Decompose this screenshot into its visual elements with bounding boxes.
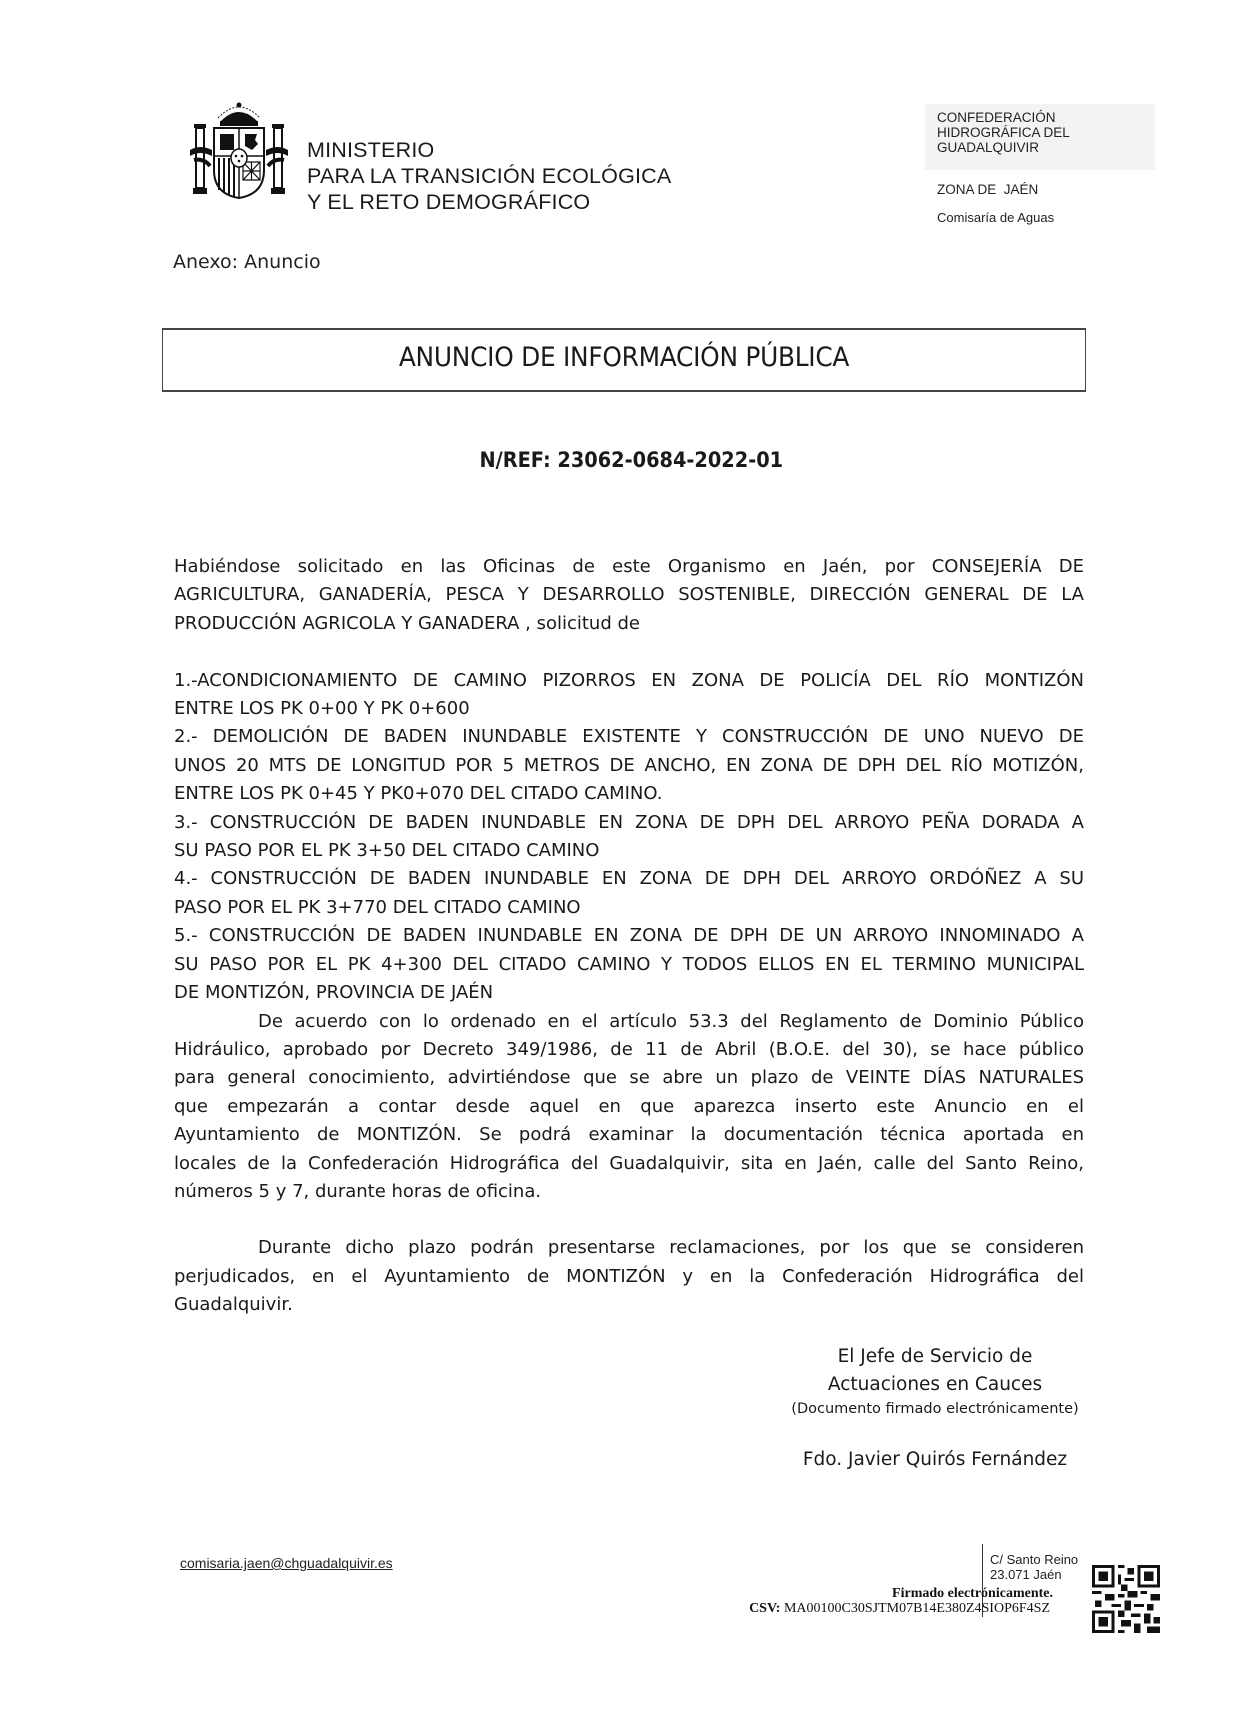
work-item-4 (174, 865, 1084, 922)
text-line: Habiéndose solicitado en las Oficinas de este Organismo en Jaén, por CONSEJERÍA DE (174, 556, 1084, 577)
text-line: De acuerdo con lo ordenado en el artículo 53.3 del Reglamento de Dominio Público (258, 1010, 1084, 1032)
confederation-line: CONFEDERACIÓN (937, 110, 1056, 125)
text-line: PASO POR EL PK 3+770 DEL CITADO CAMINO (174, 896, 581, 918)
qr-code-icon[interactable] (1092, 1565, 1160, 1633)
legal-paragraph (174, 1008, 1084, 1207)
address-city: 23.071 Jaén (990, 1567, 1062, 1582)
announcement-body (174, 553, 1084, 1320)
ministry-line: PARA LA TRANSICIÓN ECOLÓGICA (307, 164, 672, 188)
work-item-2 (174, 723, 1084, 808)
spain-coat-of-arms-icon (190, 100, 288, 200)
text-line: que empezarán a contar desde aquel en que aparezca inserto este Anuncio en el (174, 1095, 1084, 1117)
work-item-3 (174, 809, 1084, 866)
text-line: DE MONTIZÓN, PROVINCIA DE JAÉN (174, 982, 494, 1004)
text-line: AGRICULTURA, GANADERÍA, PESCA Y DESARROLLO SOSTENIBLE, DIRECCIÓN GENERAL DE LA (174, 584, 1084, 606)
signer-role-line2: Actuaciones en Cauces (827, 1374, 1043, 1395)
intro-paragraph (174, 553, 1084, 638)
confederation-line: HIDROGRÁFICA DEL (937, 125, 1070, 140)
text-line: 4.- CONSTRUCCIÓN DE BADEN INUNDABLE EN ZONA DE DPH DEL ARROYO ORDÓÑEZ A SU (174, 868, 1084, 890)
csv-label: CSV: (749, 1601, 781, 1616)
footer-address (990, 1552, 1078, 1582)
text-line: 3.- CONSTRUCCIÓN DE BADEN INUNDABLE EN ZONA DE DPH DEL ARROYO PEÑA DORADA A (174, 811, 1084, 833)
signer-role-line1: El Jefe de Servicio de (837, 1346, 1033, 1367)
text-line: ENTRE LOS PK 0+45 Y PK0+070 DEL CITADO CAMINO. (174, 783, 663, 805)
csv-code-line (700, 1601, 1050, 1617)
paragraph-spacer (174, 1206, 1084, 1234)
signer-name: Fdo. Javier Quirós Fernández (802, 1449, 1068, 1470)
text-line: UNOS 20 MTS DE LONGITUD POR 5 METROS DE ANCHO, EN ZONA DE DPH DEL RÍO MOTIZÓN, (174, 754, 1084, 776)
address-street: C/ Santo Reino (990, 1552, 1079, 1567)
document-title: ANUNCIO DE INFORMACIÓN PÚBLICA (398, 342, 850, 373)
text-line: Hidráulico, aprobado por Decreto 349/1986, de 11 de Abril (B.O.E. del 30), se hace público (174, 1038, 1084, 1060)
confederation-name (937, 110, 1070, 155)
text-line: ENTRE LOS PK 0+00 Y PK 0+600 (174, 698, 470, 720)
reference-number: N/REF: 23062-0684-2022-01 (479, 448, 784, 472)
confederation-line: GUADALQUIVIR (937, 140, 1040, 155)
annex-label: Anexo: Anuncio (173, 251, 321, 273)
text-line: perjudicados, en el Ayuntamiento de MONTIZÓN y en la Confederación Hidrográfica del (174, 1265, 1084, 1287)
text-line: números 5 y 7, durante horas de oficina. (174, 1180, 542, 1202)
signed-electronically-label: Firmado electrónicamente. (892, 1586, 1053, 1601)
ministry-name (307, 137, 671, 215)
ministry-line: Y EL RETO DEMOGRÁFICO (307, 190, 591, 214)
text-line: Durante dicho plazo podrán presentarse reclamaciones, por los que se consideren (258, 1237, 1084, 1259)
text-line: SU PASO POR EL PK 4+300 DEL CITADO CAMINO Y TODOS ELLOS EN EL TERMINO MUNICIPAL (174, 953, 1084, 975)
zone-label: ZONA DE JAÉN (937, 182, 1039, 197)
title-box (162, 328, 1086, 392)
ministry-line: MINISTERIO (307, 138, 435, 162)
text-line: SU PASO POR EL PK 3+50 DEL CITADO CAMINO (174, 840, 600, 862)
text-line: PRODUCCIÓN AGRICOLA Y GANADERA , solicitud de (174, 612, 640, 634)
text-line: locales de la Confederación Hidrográfica del Guadalquivir, sita en Jaén, calle del Santo Reino, (174, 1152, 1084, 1174)
text-line: Ayuntamiento de MONTIZÓN. Se podrá examinar la documentación técnica aportada en (174, 1124, 1084, 1146)
text-line: 2.- DEMOLICIÓN DE BADEN INUNDABLE EXISTENTE Y CONSTRUCCIÓN DE UNO NUEVO DE (174, 726, 1084, 748)
department-label: Comisaría de Aguas (937, 210, 1055, 225)
csv-code: MA00100C30SJTM07B14E380Z4SIOP6F4SZ (783, 1601, 1050, 1616)
work-item-5 (174, 922, 1084, 1007)
contact-email-link[interactable]: comisaria.jaen@chguadalquivir.es (180, 1555, 393, 1571)
claims-paragraph (174, 1234, 1084, 1319)
electronic-signature-note: (Documento firmado electrónicamente) (791, 1401, 1079, 1417)
text-line: Guadalquivir. (174, 1294, 293, 1316)
text-line: 1.-ACONDICIONAMIENTO DE CAMINO PIZORROS EN ZONA DE POLICÍA DEL RÍO MONTIZÓN (174, 669, 1084, 691)
text-line: para general conocimiento, advirtiéndose que se abre un plazo de VEINTE DÍAS NATURALES (174, 1067, 1084, 1089)
work-item-1 (174, 638, 1084, 723)
signature-block (740, 1343, 1130, 1470)
text-line: 5.- CONSTRUCCIÓN DE BADEN INUNDABLE EN ZONA DE DPH DE UN ARROYO INNOMINADO A (174, 925, 1084, 947)
